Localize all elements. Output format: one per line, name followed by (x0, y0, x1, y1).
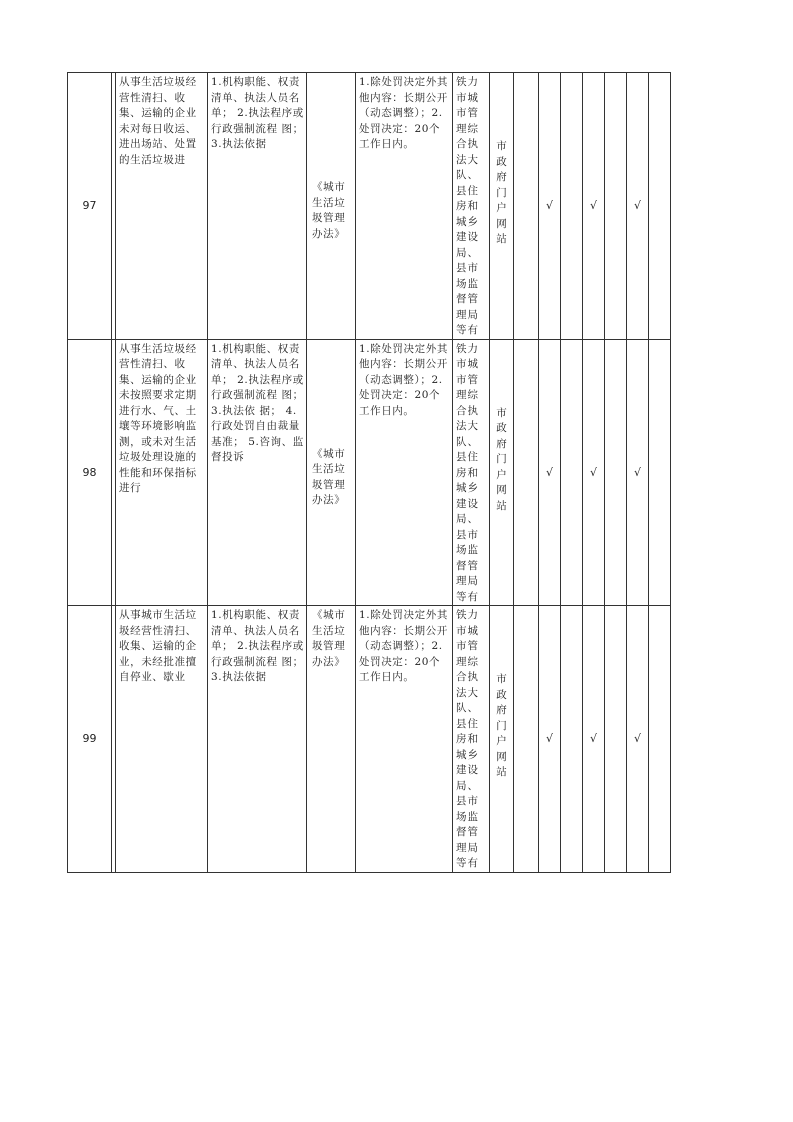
empty-cell (649, 73, 671, 340)
check-mark: √ (583, 339, 605, 606)
item-cell (116, 339, 208, 606)
item-cell (116, 606, 208, 873)
item-cell (116, 73, 208, 340)
time-cell (356, 73, 453, 340)
subject-text: 铁力市城市管理综合执法大队、县住房和城乡建设局、县市场监督管理局等有 (456, 609, 479, 869)
basis-cell (307, 606, 356, 873)
check-mark: √ (583, 606, 605, 873)
channel-cell (490, 339, 514, 606)
empty-cell (514, 73, 539, 340)
content-cell (208, 606, 307, 873)
content-cell (208, 339, 307, 606)
table-row (68, 339, 671, 606)
subject-text: 铁力市城市管理综合执法大队、县住房和城乡建设局、县市场监督管理局等有 (456, 342, 479, 603)
check-mark: √ (627, 606, 649, 873)
content-text: 1.机构职能、权责清单、执法人员名单； 2.执法程序或行政强制流程 图； 3.执法依据 (211, 609, 304, 683)
channel-text: 市政府门户网站 (496, 140, 507, 245)
time-text: 1.除处罚决定外其他内容：长期公开（动态调整）；2.处罚决定：20个工作日内。 (359, 76, 448, 150)
basis-text: 《城市生活垃圾管理办法》 (312, 609, 346, 668)
subject-cell (453, 606, 490, 873)
item-text: 从事城市生活垃圾经营性清扫、收集、运输的企业，未经批准擅自停业、歇业 (119, 609, 197, 683)
basis-text: 《城市生活垃圾管理办法》 (312, 447, 346, 506)
row-number: 99 (68, 606, 112, 873)
channel-cell (490, 606, 514, 873)
empty-cell (649, 606, 671, 873)
content-text: 1.机构职能、权责清单、执法人员名单； 2.执法程序或行政强制流程 图； 3.执法依据 (211, 76, 304, 150)
channel-cell (490, 73, 514, 340)
channel-text: 市政府门户网站 (496, 673, 507, 778)
empty-cell (605, 73, 627, 340)
time-cell (356, 606, 453, 873)
check-mark: √ (583, 73, 605, 340)
basis-cell (307, 73, 356, 340)
content-cell (208, 73, 307, 340)
check-mark: √ (539, 339, 561, 606)
row-number: 98 (68, 339, 112, 606)
table-row (68, 606, 671, 873)
empty-cell (605, 339, 627, 606)
time-text: 1.除处罚决定外其他内容：长期公开（动态调整）；2.处罚决定：20个工作日内。 (359, 342, 448, 417)
empty-cell (514, 339, 539, 606)
basis-cell (307, 339, 356, 606)
empty-cell (605, 606, 627, 873)
disclosure-table (67, 72, 671, 873)
time-cell (356, 339, 453, 606)
item-text: 从事生活垃圾经营性清扫、收集、运输的企业未按照要求定期进行水、气、土壤等环境影响监测，或未对生活垃圾处理设施的性能和环保指标进行 (119, 342, 197, 494)
check-mark: √ (627, 73, 649, 340)
empty-cell (561, 73, 583, 340)
check-mark: √ (539, 606, 561, 873)
subject-text: 铁力市城市管理综合执法大队、县住房和城乡建设局、县市场监督管理局等有 (456, 76, 479, 336)
row-number: 97 (68, 73, 112, 340)
subject-cell (453, 73, 490, 340)
empty-cell (514, 606, 539, 873)
check-mark: √ (539, 73, 561, 340)
channel-text: 市政府门户网站 (496, 406, 507, 512)
subject-cell (453, 339, 490, 606)
empty-cell (649, 339, 671, 606)
item-text: 从事生活垃圾经营性清扫、收集、运输的企业未对每日收运、进出场站、处置的生活垃圾进 (119, 76, 197, 166)
check-mark: √ (627, 339, 649, 606)
empty-cell (561, 606, 583, 873)
content-text: 1.机构职能、权责清单、执法人员名单； 2.执法程序或行政强制流程 图； 3.执法依 据； 4.行政处罚自由裁量基准； 5.咨询、监督投诉 (211, 342, 304, 463)
basis-text: 《城市生活垃圾管理办法》 (312, 181, 346, 240)
time-text: 1.除处罚决定外其他内容：长期公开（动态调整）；2.处罚决定：20个工作日内。 (359, 609, 448, 683)
empty-cell (561, 339, 583, 606)
table-row (68, 73, 671, 340)
